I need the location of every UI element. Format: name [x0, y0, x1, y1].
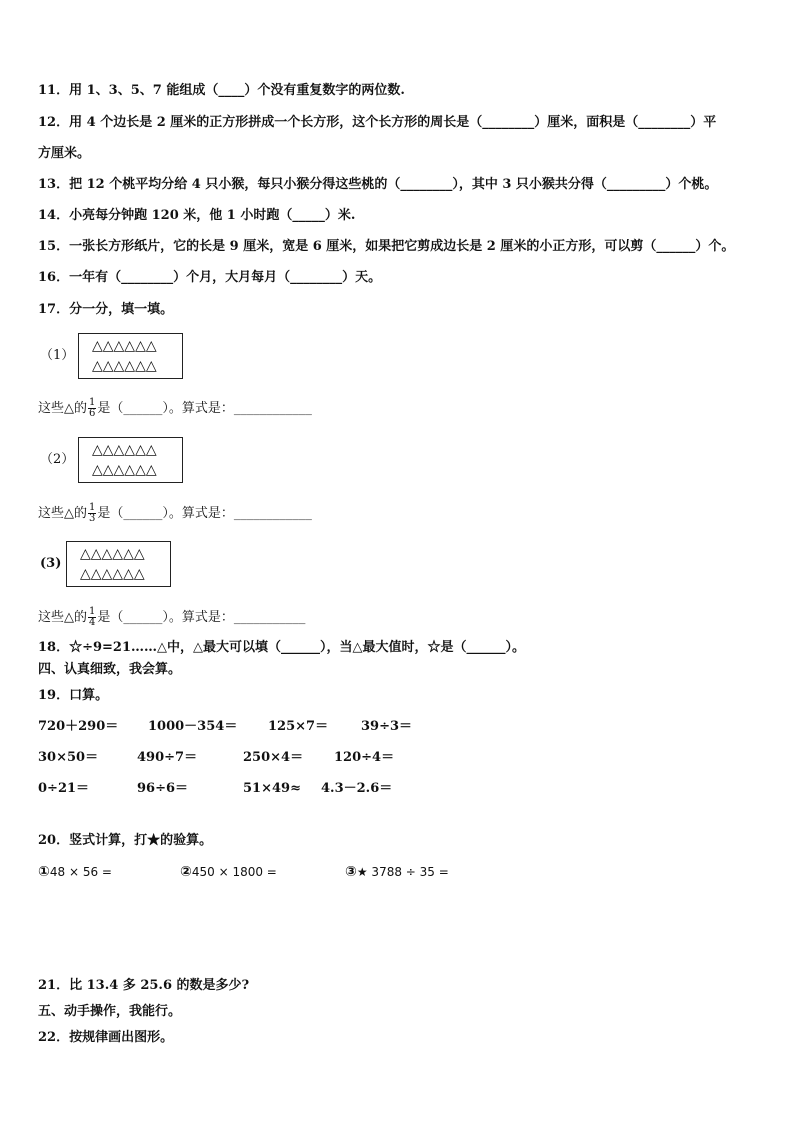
- answer-blank[interactable]: ____________: [233, 506, 312, 521]
- triangle-symbol: △: [64, 610, 75, 625]
- part-3-label: (3): [40, 556, 62, 571]
- calc-item: 250×4＝: [243, 750, 304, 765]
- triangle-row: △△△△△△: [92, 442, 157, 458]
- triangle-box-3: [66, 541, 171, 587]
- question-15: 15．一张长方形纸片，它的长是 9 厘米，宽是 6 厘米，如果把它剪成边长是 2 厘米的小正方形，可以剪（______）个。: [38, 239, 735, 254]
- calc-item: 39÷3＝: [361, 719, 413, 734]
- triangle-symbol: △: [64, 506, 75, 521]
- text: 的: [74, 610, 88, 625]
- triangle-box-1: [78, 333, 183, 379]
- triangle-symbol: △: [64, 401, 75, 416]
- question-20: 20．竖式计算，打★的验算。: [38, 833, 213, 848]
- triangle-row: △△△△△△: [92, 358, 157, 374]
- question-17: 17．分一分，填一填。: [38, 302, 174, 317]
- expression: 48 × 56 =: [49, 865, 112, 879]
- question-19: 19．口算。: [38, 688, 109, 703]
- question-11: 11．用 1、3、5、7 能组成（____）个没有重复数字的两位数.: [38, 83, 405, 98]
- calc-item: 125×7＝: [268, 719, 329, 734]
- circled-number: ②: [180, 864, 192, 880]
- numerator: 1: [89, 502, 96, 513]
- question-12-cont: 方厘米。: [38, 146, 91, 161]
- question-14: 14．小亮每分钟跑 120 米，他 1 小时跑（_____）米.: [38, 208, 356, 223]
- numerator: 1: [89, 606, 96, 617]
- question-16: 16．一年有（________）个月，大月每月（________）天。: [38, 270, 382, 285]
- text: 是（______）。算式是：: [97, 401, 234, 416]
- numerator: 1: [89, 397, 96, 408]
- circled-number: ③: [345, 864, 357, 880]
- fraction: [88, 398, 96, 419]
- question-12: 12．用 4 个边长是 2 厘米的正方形拼成一个长方形，这个长方形的周长是（________）厘米，面积是（________）平: [38, 115, 717, 130]
- text: 的: [74, 506, 88, 521]
- calc-item: 120÷4＝: [334, 750, 395, 765]
- calc-item: 1000－354＝: [148, 719, 238, 734]
- text: 是（______）。算式是：: [97, 610, 234, 625]
- calc-item: 96÷6＝: [137, 781, 189, 796]
- vertical-calc-1: [38, 863, 112, 881]
- denominator: 6: [89, 408, 96, 419]
- text: 这些: [38, 401, 65, 416]
- question-18: 18．☆÷9=21……△中，△最大可以填（______），当△最大值时，☆是（______）。: [38, 640, 526, 655]
- part-2-question: [38, 503, 312, 524]
- circled-number: ①: [38, 864, 50, 880]
- vertical-calc-3: [345, 863, 449, 881]
- calc-item: 4.3－2.6＝: [321, 781, 393, 796]
- answer-blank[interactable]: ___________: [233, 610, 306, 625]
- part-1-question: [38, 398, 312, 419]
- triangle-row: △△△△△△: [92, 338, 157, 354]
- question-22: 22．按规律画出图形。: [38, 1030, 174, 1045]
- calc-item: 30×50＝: [38, 750, 99, 765]
- calc-item: 0÷21＝: [38, 781, 90, 796]
- denominator: 4: [89, 617, 96, 628]
- calc-item: 720＋290＝: [38, 719, 119, 734]
- triangle-row: △△△△△△: [80, 546, 145, 562]
- expression: 450 × 1800 =: [191, 865, 277, 879]
- text: 的: [74, 401, 88, 416]
- triangle-row: △△△△△△: [92, 462, 157, 478]
- fraction: [88, 607, 96, 628]
- question-21: 21．比 13.4 多 25.6 的数是多少?: [38, 978, 250, 993]
- calc-item: 490÷7＝: [137, 750, 198, 765]
- calc-item: 51×49≈: [243, 781, 301, 796]
- fraction: [88, 503, 96, 524]
- part-2-label: （2）: [40, 452, 75, 467]
- part-1-label: （1）: [40, 348, 75, 363]
- text: 这些: [38, 610, 65, 625]
- triangle-box-2: [78, 437, 183, 483]
- part-3-question: [38, 607, 305, 628]
- expression: ★ 3788 ÷ 35 =: [356, 865, 449, 879]
- text: 这些: [38, 506, 65, 521]
- question-13: 13．把 12 个桃平均分给 4 只小猴，每只小猴分得这些桃的（________），其中 3 只小猴共分得（_________）个桃。: [38, 177, 718, 192]
- section-4-heading: 四、认真细致，我会算。: [38, 662, 182, 677]
- vertical-calc-2: [180, 863, 277, 881]
- text: 是（______）。算式是：: [97, 506, 234, 521]
- answer-blank[interactable]: ____________: [233, 401, 312, 416]
- denominator: 3: [89, 513, 96, 524]
- section-5-heading: 五、动手操作，我能行。: [38, 1004, 182, 1019]
- triangle-row: △△△△△△: [80, 566, 145, 582]
